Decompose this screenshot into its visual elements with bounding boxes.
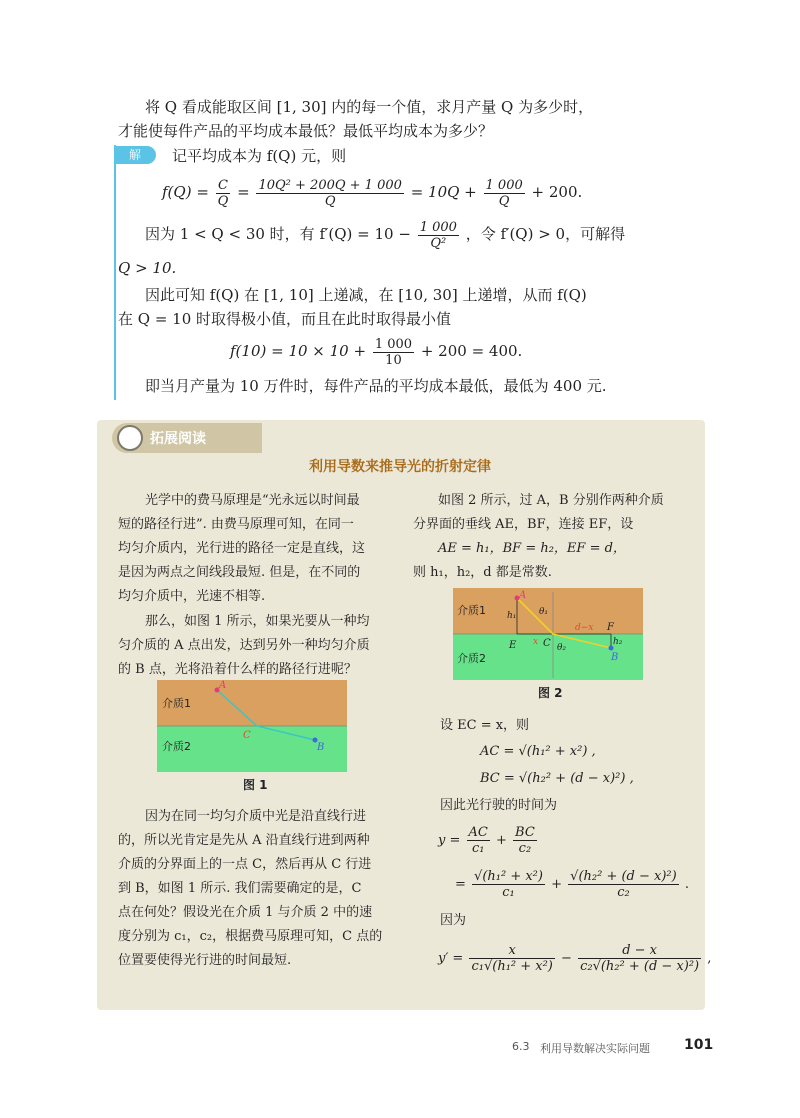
left2-line-2: 的，所以光肯定是先从 A 沿直线行进到两种 (118, 833, 370, 848)
eq1-c: = 10Q + (410, 183, 477, 201)
right-line-2: 分界面的垂线 AE，BF，连接 EF，设 (413, 517, 634, 532)
left2-line-5: 点在何处？假设光在介质 1 与介质 2 中的速 (118, 905, 373, 920)
left-para-line-4: 是因为两点之间线段最短. 但是，在不同的 (118, 565, 361, 580)
deriv-frac-1: $\frac{x}{\text{c₁√(h₁² + x²)}}$ (471, 943, 553, 974)
fig1-label-c: C (243, 730, 251, 741)
deriv-frac-2: $\frac{d - x}{\text{c₂√(h₂² + (d − x)²)}}$ (580, 943, 700, 974)
solution-line-3: Q > 10. (118, 259, 177, 277)
fig2-label-h1: h₁ (507, 611, 517, 621)
time-eq-2 (455, 864, 689, 906)
fig2-label-c: C (543, 638, 551, 649)
eq2-a: f(10) = 10 × 10 + (230, 342, 367, 360)
left-para-line-2: 短的路径行进”. 由费马原理可知，在同一 (118, 517, 354, 532)
left-para-line-3: 均匀介质内，光行进的路径一定是直线，这 (118, 541, 366, 556)
solution-line-1: 记平均成本为 f(Q) 元，则 (172, 147, 347, 165)
left2-line-1: 因为在同一均匀介质中光是沿直线行进 (145, 809, 367, 824)
solution-conclusion: 即当月产量为 10 万件时，每件产品的平均成本最低，最低为 400 元. (145, 377, 607, 395)
footer-section: 6.3 (512, 1040, 530, 1053)
time-eq-2-plus: + (551, 877, 563, 892)
time-eq-1 (438, 820, 539, 862)
eq1-d: + 200. (531, 183, 583, 201)
book-icon (117, 425, 143, 451)
left-para-line-8: 的 B 点，光将沿着什么样的路径行进呢？ (118, 662, 357, 677)
eq2-b: + 200 = 400. (420, 342, 523, 360)
fig2-label-h2: h₂ (613, 637, 623, 647)
left2-line-4: 到 B，如图 1 所示. 我们需要确定的是，C (118, 881, 362, 896)
line2-a: 因为 1 < Q < 30 时，有 f′(Q) = 10 − (145, 225, 411, 243)
right-line-4: 则 h₁，h₂，d 都是常数. (413, 565, 552, 580)
left-para-line-6: 那么，如图 1 所示，如果光要从一种均 (145, 614, 370, 629)
fig2-label-e: E (509, 640, 517, 651)
solution-line-4: 因此可知 f(Q) 在 [1, 10] 上递减，在 [10, 30] 上递增，从而 f(Q) (145, 286, 587, 304)
eq1-b: = (237, 183, 250, 201)
eq1-frac-2: $\frac{\text{10Q² + 200Q + 1 000}}{Q}$ (258, 177, 402, 209)
problem-line-1: 将 Q 看成能取区间 [1, 30] 内的每一个值，求月产量 Q 为多少时， (145, 98, 594, 116)
left2-line-7: 位置要使得光行进的时间最短. (118, 953, 292, 968)
equation-1 (162, 172, 582, 212)
left-para-line-1: 光学中的费马原理是“光永远以时间最 (145, 493, 360, 508)
fig1-caption: 图 1 (243, 778, 268, 792)
time-eq-1-plus: + (496, 833, 507, 848)
fig1-label-medium-1: 介质1 (162, 697, 191, 710)
footer-title: 利用导数解决实际问题 (540, 1042, 650, 1055)
right2-ac: AC = √(h₁² + x²) , (480, 744, 596, 759)
time-eq-1-pre: y = (438, 833, 461, 848)
fig2-label-medium-2: 介质2 (457, 652, 486, 665)
fig2-label-theta2: θ₂ (557, 643, 567, 653)
fig2-label-b: B (611, 652, 619, 663)
time-eq-2-pre: = (455, 877, 466, 892)
time-eq-1-frac-1: $\frac{AC}{\text{c₁}}$ (468, 825, 488, 856)
fig1-label-b: B (317, 742, 325, 753)
solution-line-5: 在 Q = 10 时取得极小值，而且在此时取得最小值 (118, 310, 452, 328)
equation-2 (230, 331, 522, 371)
solution-bar (114, 145, 116, 400)
deriv-pre: y′ = (438, 951, 464, 966)
time-eq-2-end: . (684, 877, 689, 892)
right2-because: 因为 (440, 913, 467, 928)
derivative-eq (438, 936, 711, 982)
page-number: 101 (684, 1037, 714, 1053)
fig2-label-medium-1: 介质1 (457, 604, 486, 617)
left2-line-6: 度分别为 c₁，c₂，根据费马原理可知，C 点的 (118, 929, 383, 944)
reading-title: 利用导数来推导光的折射定律 (309, 459, 491, 475)
left-para-line-5: 均匀介质中，光速不相等. (118, 589, 266, 604)
left-para-line-7: 匀介质的 A 点出发，达到另外一种均匀介质 (118, 638, 370, 653)
fig1-label-medium-2: 介质2 (162, 740, 191, 753)
figure-1 (157, 680, 347, 772)
eq2-frac: $\frac{1 000}{10}$ (374, 336, 413, 368)
fig2-label-f: F (607, 622, 614, 633)
fig2-label-d-minus-x: d−x (575, 623, 594, 633)
eq1-a: f(Q) = (162, 183, 209, 201)
eq1-frac-3: $\frac{1 000}{Q}$ (485, 177, 523, 209)
time-eq-2-frac-2: $\frac{\text{√(h₂² + (d − x)²)}}{\text{c₂}}$ (570, 869, 677, 900)
line2-b: ，令 f′(Q) > 0，可解得 (465, 225, 626, 243)
problem-line-2: 才能使每件产品的平均成本最低？最低平均成本为多少？ (118, 122, 494, 140)
eq1-frac-1: $\frac{C}{Q}$ (217, 177, 229, 209)
right-line-3: AE = h₁，BF = h₂，EF = d， (438, 541, 626, 556)
left2-line-3: 介质的分界面上的一点 C，然后再从 C 行进 (118, 857, 372, 872)
solution-line-2 (145, 214, 625, 254)
ribbon-label: 拓展阅读 (150, 431, 206, 447)
fig1-label-a: A (219, 680, 227, 691)
fig2-label-theta1: θ₁ (539, 607, 549, 617)
right-line-1: 如图 2 所示，过 A，B 分别作两种介质 (438, 493, 664, 508)
right2-time-label: 因此光行驶的时间为 (440, 798, 558, 813)
right2-bc: BC = √(h₂² + (d − x)²) , (480, 771, 634, 786)
fig2-caption: 图 2 (538, 686, 563, 700)
right2-line-1: 设 EC = x，则 (440, 718, 530, 733)
deriv-end: , (707, 951, 712, 966)
line2-frac: $\frac{1 000}{\text{Q²}}$ (419, 219, 457, 251)
time-eq-2-frac-1: $\frac{\text{√(h₁² + x²)}}{\text{c₁}}$ (474, 869, 543, 900)
figure-2 (453, 588, 643, 680)
fig2-label-a: A (519, 590, 527, 601)
time-eq-1-frac-2: $\frac{BC}{\text{c₂}}$ (515, 825, 535, 856)
solution-badge: 解 (114, 146, 156, 164)
fig2-label-x: x (533, 637, 539, 647)
deriv-minus: − (561, 951, 572, 966)
